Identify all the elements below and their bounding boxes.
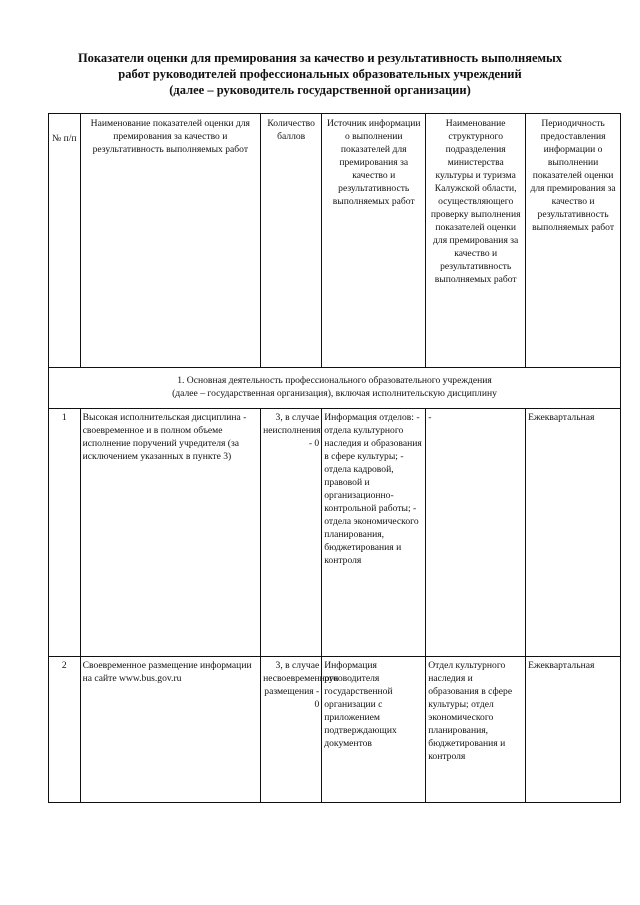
section-row bbox=[49, 368, 621, 409]
table-row bbox=[49, 409, 621, 657]
row-num: 1 bbox=[49, 409, 81, 657]
row-points: 3, в случае несвоевременного размещения - 0 bbox=[261, 657, 322, 803]
row-period: Ежеквартальная bbox=[526, 657, 621, 803]
header-source: Источник информации о выполнении показателей для премирования за качество и результативность выполняемых работ bbox=[322, 114, 426, 368]
document-title bbox=[40, 50, 600, 98]
table-header-row bbox=[49, 114, 621, 368]
section-heading bbox=[49, 368, 621, 409]
indicators-table bbox=[48, 113, 621, 803]
row-period: Ежеквартальная bbox=[526, 409, 621, 657]
section-line-2: (далее – государственная организация), включая исполнительскую дисциплину bbox=[172, 388, 497, 399]
header-period: Периодичность предоставления информации о выполнении показателей оценки для премирования за качество и результативность выполняемых работ bbox=[526, 114, 621, 368]
section-line-1: 1. Основная деятельность профессионального образовательного учреждения bbox=[177, 375, 492, 386]
row-source: Информация руководителя государственной организации с приложением подтверждающих документов bbox=[322, 657, 426, 803]
title-line-2: работ руководителей профессиональных образовательных учреждений bbox=[118, 67, 522, 81]
row-points: 3, в случае неисполнения - 0 bbox=[261, 409, 322, 657]
row-department: - bbox=[426, 409, 526, 657]
title-line-3: (далее – руководитель государственной организации) bbox=[169, 83, 471, 97]
title-line-1: Показатели оценки для премирования за качество и результативность выполняемых bbox=[77, 51, 563, 65]
header-num: № п/п bbox=[49, 114, 81, 368]
row-num: 2 bbox=[49, 657, 81, 803]
table-row bbox=[49, 657, 621, 803]
row-department: Отдел культурного наследия и образования в сфере культуры; отдел экономического планирования, бюджетирования и контроля bbox=[426, 657, 526, 803]
row-name: Высокая исполнительская дисциплина - своевременное и в полном объеме исполнение поручений учредителя (за исключением указанных в пункте 3) bbox=[80, 409, 260, 657]
row-source: Информация отделов: - отдела культурного наследия и образования в сфере культуры; - отдела кадровой, правовой и организационно-контрольной работы; - отдела экономического планирования, бюджетирования и контроля bbox=[322, 409, 426, 657]
row-name: Своевременное размещение информации на сайте www.bus.gov.ru bbox=[80, 657, 260, 803]
header-name: Наименование показателей оценки для премирования за качество и результативность выполняемых работ bbox=[80, 114, 260, 368]
header-department: Наименование структурного подразделения министерства культуры и туризма Калужской области, осуществляющего проверку выполнения показателей оценки для премирования за качество и результативность выполняемых работ bbox=[426, 114, 526, 368]
header-points: Количество баллов bbox=[261, 114, 322, 368]
